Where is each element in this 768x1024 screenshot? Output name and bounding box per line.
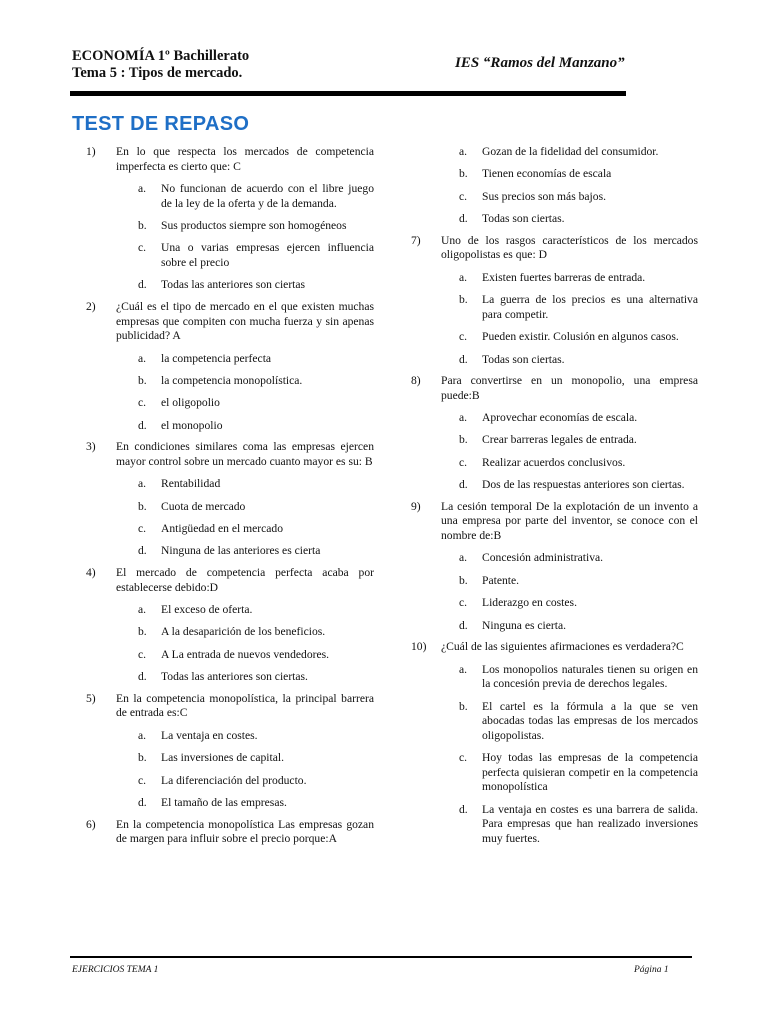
answer-option	[138, 774, 374, 789]
option-letter: b.	[138, 751, 147, 765]
option-letter: c.	[459, 455, 468, 469]
option-text: Sus precios son más bajos.	[482, 189, 606, 203]
option-letter: d.	[459, 802, 468, 816]
left-question-list	[86, 145, 374, 847]
option-letter: b.	[138, 625, 147, 639]
answer-option	[459, 212, 698, 227]
question-stem	[411, 500, 698, 544]
answer-option	[138, 352, 374, 367]
answer-option	[138, 419, 374, 434]
question-text: ¿Cuál es el tipo de mercado en el que existen muchas empresas que compiten con mucha fuerza y sin apenas publicidad? A	[116, 299, 374, 343]
answer-option	[459, 751, 698, 795]
page-title: TEST DE REPASO	[72, 113, 250, 135]
option-letter: a.	[138, 603, 147, 617]
question-text: El mercado de competencia perfecta acaba por establecerse debido:D	[116, 566, 374, 594]
question-item	[411, 500, 698, 633]
option-text: El exceso de oferta.	[161, 603, 253, 617]
option-text: la competencia monopolística.	[161, 373, 303, 387]
option-text: La ventaja en costes es una barrera de salida. Para empresas que han realizado inversiones muy fuertes.	[482, 802, 698, 845]
option-letter: c.	[138, 647, 147, 661]
option-letter: c.	[138, 522, 147, 536]
option-text: Sus productos siempre son homogéneos	[161, 218, 347, 232]
question-stem	[86, 300, 374, 344]
option-text: La guerra de los precios es una alternativa para competir.	[482, 293, 698, 321]
answer-option	[459, 271, 698, 286]
right-column	[411, 145, 698, 854]
option-text: Existen fuertes barreras de entrada.	[482, 270, 646, 284]
question-stem	[411, 640, 698, 655]
question-stem	[411, 374, 698, 403]
left-column	[86, 145, 374, 854]
question-text: ¿Cuál de las siguientes afirmaciones es verdadera?C	[441, 640, 684, 654]
question-item	[86, 566, 374, 685]
question-text: Para convertirse en un monopolio, una empresa puede:B	[441, 374, 698, 402]
answer-option	[138, 522, 374, 537]
right-question-list	[411, 234, 698, 847]
question-item	[86, 818, 374, 847]
option-text: Antigüedad en el mercado	[161, 522, 284, 536]
question-number: 6)	[86, 817, 96, 831]
question-stem	[86, 692, 374, 721]
question-item	[86, 692, 374, 811]
question-6-options	[411, 145, 698, 227]
question-6-continuation	[411, 145, 698, 227]
option-letter: d.	[138, 278, 147, 292]
option-text: Una o varias empresas ejercen influencia sobre el precio	[161, 241, 374, 269]
answer-option	[459, 353, 698, 368]
option-text: Todas son ciertas.	[482, 352, 565, 366]
option-letter: a.	[459, 270, 468, 284]
question-number: 4)	[86, 566, 96, 580]
option-letter: d.	[138, 544, 147, 558]
option-text: Pueden existir. Colusión en algunos casos.	[482, 330, 679, 344]
question-stem	[411, 234, 698, 263]
option-text: Todas las anteriores son ciertas	[161, 278, 306, 292]
question-text: La cesión temporal De la explotación de un invento a una empresa por parte del inventor, se conoce con el nombre de:B	[441, 499, 698, 543]
answer-option	[459, 433, 698, 448]
option-text: Las inversiones de capital.	[161, 751, 284, 765]
question-item	[86, 440, 374, 559]
option-letter: b.	[138, 218, 147, 232]
question-text: Uno de los rasgos característicos de los mercados oligopolistas es que: D	[441, 233, 698, 262]
option-letter: a.	[138, 181, 147, 195]
question-stem	[86, 566, 374, 595]
answer-option	[138, 796, 374, 811]
option-letter: b.	[138, 499, 147, 513]
option-letter: b.	[459, 293, 468, 307]
answer-option	[138, 625, 374, 640]
option-letter: a.	[138, 477, 147, 491]
question-number: 8)	[411, 374, 421, 388]
option-text: El tamaño de las empresas.	[161, 795, 287, 809]
option-text: Crear barreras legales de entrada.	[482, 433, 637, 447]
question-number: 3)	[86, 440, 96, 454]
question-item	[411, 234, 698, 367]
option-letter: b.	[459, 167, 468, 181]
option-letter: d.	[459, 212, 468, 226]
option-letter: d.	[138, 418, 147, 432]
answer-option	[459, 167, 698, 182]
option-text: A la desaparición de los beneficios.	[161, 625, 326, 639]
option-letter: d.	[459, 352, 468, 366]
answer-option	[138, 670, 374, 685]
option-letter: b.	[459, 433, 468, 447]
answer-option	[138, 544, 374, 559]
answer-option	[138, 500, 374, 515]
answer-option	[138, 374, 374, 389]
option-letter: c.	[459, 189, 468, 203]
school-name: IES “Ramos del Manzano”	[455, 55, 625, 71]
option-letter: c.	[138, 241, 147, 255]
option-text: el monopolio	[161, 418, 223, 432]
option-text: Cuota de mercado	[161, 499, 246, 513]
answer-option	[138, 603, 374, 618]
option-text: Gozan de la fidelidad del consumidor.	[482, 145, 659, 158]
answer-option	[138, 219, 374, 234]
answer-option	[459, 551, 698, 566]
question-number: 9)	[411, 499, 421, 513]
option-text: Concesión administrativa.	[482, 551, 604, 565]
subject-heading: ECONOMÍA 1º Bachillerato	[72, 48, 250, 64]
option-text: Ninguna de las anteriores es cierta	[161, 544, 321, 558]
option-letter: d.	[138, 795, 147, 809]
question-number: 5)	[86, 691, 96, 705]
question-stem	[86, 818, 374, 847]
option-letter: a.	[459, 145, 468, 158]
option-text: No funcionan de acuerdo con el libre juego de la ley de la oferta y de la demanda.	[161, 181, 374, 210]
question-text: En condiciones similares coma las empresas ejercen mayor control sobre un mercado cuanto mayor es su: B	[116, 440, 374, 468]
question-item	[86, 145, 374, 293]
option-text: la competencia perfecta	[161, 351, 272, 365]
question-number: 10)	[411, 640, 427, 654]
answer-option	[138, 648, 374, 663]
option-letter: d.	[138, 670, 147, 684]
option-text: La ventaja en costes.	[161, 728, 258, 742]
option-letter: b.	[459, 573, 468, 587]
option-letter: c.	[459, 330, 468, 344]
answer-option	[138, 182, 374, 211]
option-text: Liderazgo en costes.	[482, 596, 577, 610]
answer-option	[459, 619, 698, 634]
question-item	[411, 640, 698, 846]
header-divider	[70, 91, 626, 96]
option-letter: a.	[459, 411, 468, 425]
question-stem	[86, 145, 374, 174]
answer-option	[459, 330, 698, 345]
option-letter: c.	[138, 396, 147, 410]
question-text: En lo que respecta los mercados de competencia imperfecta es cierto que: C	[116, 145, 374, 173]
option-text: Tienen economías de escala	[482, 167, 612, 181]
option-text: Todas son ciertas.	[482, 212, 565, 226]
option-text: Dos de las respuestas anteriores son ciertas.	[482, 478, 685, 492]
answer-option	[459, 478, 698, 493]
option-letter: d.	[459, 618, 468, 632]
option-letter: a.	[459, 551, 468, 565]
option-text: El cartel es la fórmula a la que se ven abocadas todas las empresas de los mercados oligopolistas.	[482, 699, 698, 742]
answer-option	[138, 396, 374, 411]
option-letter: a.	[138, 351, 147, 365]
option-text: Rentabilidad	[161, 477, 221, 491]
footer-divider	[70, 956, 692, 958]
question-text: En la competencia monopolística, la principal barrera de entrada es:C	[116, 691, 374, 720]
option-text: Los monopolios naturales tienen su origen en la concesión previa de derechos legales.	[482, 662, 698, 691]
option-text: Realizar acuerdos conclusivos.	[482, 455, 626, 469]
option-letter: d.	[459, 478, 468, 492]
answer-option	[138, 729, 374, 744]
answer-option	[138, 751, 374, 766]
answer-option	[459, 803, 698, 847]
answer-option	[138, 477, 374, 492]
option-text: Aprovechar economías de escala.	[482, 411, 638, 425]
question-number: 1)	[86, 145, 96, 158]
answer-option	[459, 145, 698, 160]
option-text: A La entrada de nuevos vendedores.	[161, 647, 330, 661]
option-text: Hoy todas las empresas de la competencia perfecta quisieran competir en la competencia monopolística	[482, 751, 698, 794]
answer-option	[459, 190, 698, 205]
option-letter: a.	[138, 728, 147, 742]
answer-option	[138, 241, 374, 270]
option-text: La diferenciación del producto.	[161, 773, 307, 787]
footer-label: EJERCICIOS TEMA 1	[72, 965, 159, 975]
question-number: 7)	[411, 233, 421, 247]
option-letter: c.	[459, 751, 468, 765]
answer-option	[459, 456, 698, 471]
question-number: 2)	[86, 299, 96, 313]
option-letter: c.	[459, 596, 468, 610]
answer-option	[459, 700, 698, 744]
option-letter: c.	[138, 773, 147, 787]
answer-option	[459, 293, 698, 322]
answer-option	[459, 574, 698, 589]
option-text: Patente.	[482, 573, 520, 587]
page-number: Página 1	[634, 965, 669, 975]
option-text: Ninguna es cierta.	[482, 618, 567, 632]
question-item	[411, 374, 698, 493]
question-text: En la competencia monopolística Las empresas gozan de margen para influir sobre el precio porque:A	[116, 817, 374, 846]
option-letter: a.	[459, 662, 468, 676]
answer-option	[459, 663, 698, 692]
option-letter: b.	[138, 373, 147, 387]
answer-option	[459, 596, 698, 611]
document-header	[72, 48, 249, 82]
option-text: Todas las anteriores son ciertas.	[161, 670, 308, 684]
unit-heading: Tema 5 : Tipos de mercado.	[72, 65, 243, 81]
question-stem	[86, 440, 374, 469]
question-item	[86, 300, 374, 433]
answer-option	[459, 411, 698, 426]
answer-option	[138, 278, 374, 293]
option-letter: b.	[459, 699, 468, 713]
option-text: el oligopolio	[161, 396, 220, 410]
